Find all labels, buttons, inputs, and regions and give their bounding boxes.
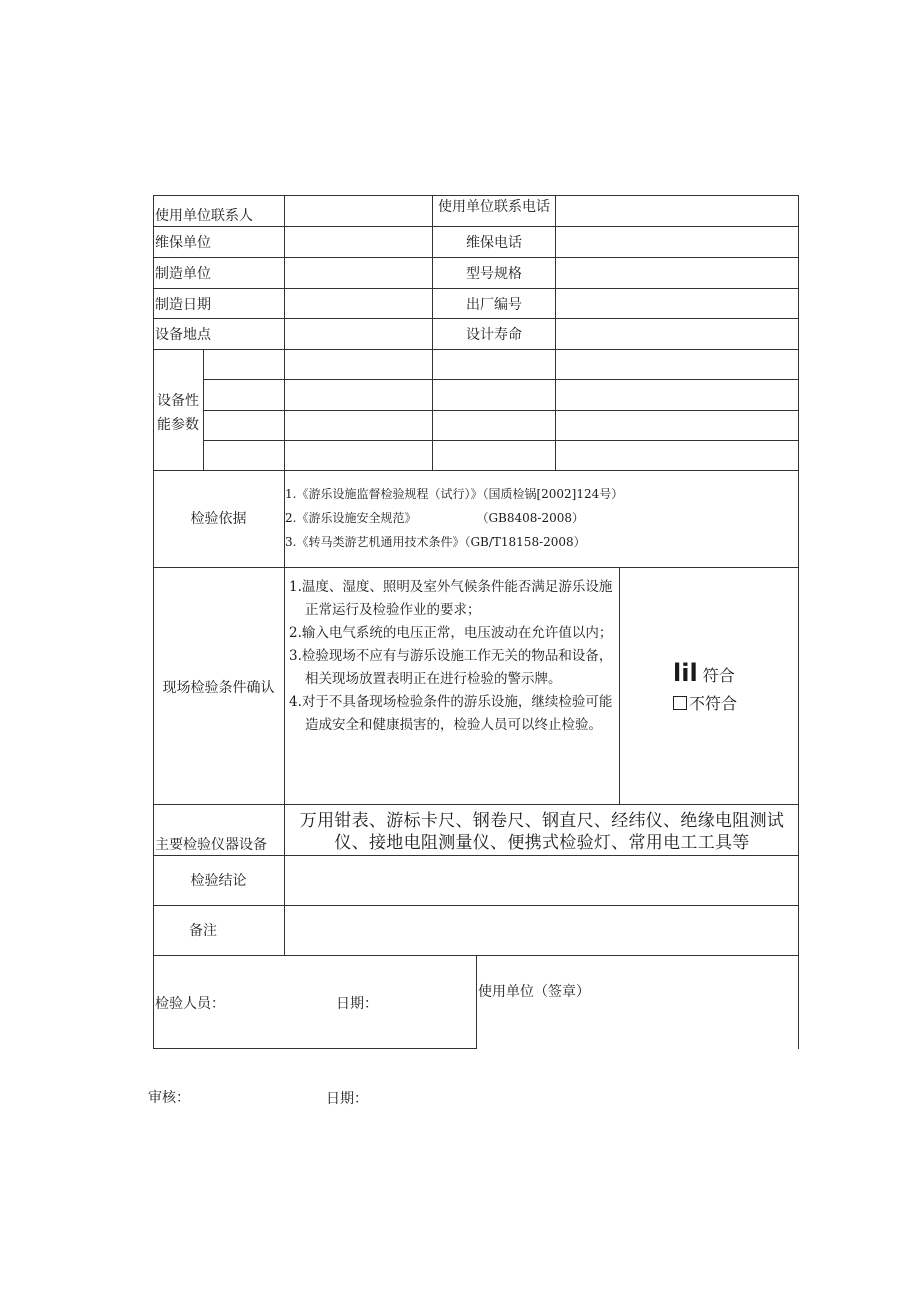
basis-item-3: 3.《转马类游艺机通用技术条件》（GB/T18158-2008）: [285, 535, 586, 549]
contact-phone-field[interactable]: [556, 196, 798, 226]
design-life-label: 设计寿命: [466, 327, 522, 343]
contact-person-label: 使用单位联系人: [155, 208, 253, 224]
performance-params-label-line2: 能参数: [157, 417, 199, 433]
design-life-field[interactable]: [556, 319, 798, 349]
basis-item-1: 1.《游乐设施监督检验规程（试行）》（国质检锅[2002]124号）: [285, 487, 624, 501]
model-spec-label: 型号规格: [466, 266, 522, 282]
equipment-label: 主要检验仪器设备: [155, 837, 267, 853]
maintenance-phone-label: 维保电话: [466, 235, 522, 251]
option-nonconform-label: 不符合: [689, 694, 738, 713]
model-spec-field[interactable]: [556, 258, 798, 288]
condition-item-3: 3.检验现场不应有与游乐设施工作无关的物品和设备，相关现场放置表明正在进行检验的警示牌。: [289, 648, 613, 687]
review-date-label: 日期：: [326, 1091, 368, 1107]
condition-item-2: 2.输入电气系统的电压正常，电压波动在允许值以内；: [289, 625, 613, 641]
manufacturer-field[interactable]: [285, 258, 432, 288]
conform-options: [673, 659, 737, 718]
contact-phone-label-cell: [433, 196, 555, 226]
option-conform-label: 符合: [702, 666, 735, 685]
maintenance-phone-field[interactable]: [556, 227, 798, 257]
inspector-label: 检验人员：: [155, 996, 225, 1012]
performance-params-grid[interactable]: [204, 350, 798, 470]
maintenance-unit-label: 维保单位: [155, 235, 211, 251]
serial-number-label: 出厂编号: [466, 297, 522, 313]
manufacture-date-label: 制造日期: [155, 297, 211, 313]
equipment-text: 万用钳表、游标卡尺、钢卷尺、钢直尺、经纬仪、绝缘电阻测试仪、接地电阻测量仪、便携式检验灯、常用电工工具等: [299, 811, 785, 853]
conclusion-label: 检验结论: [190, 873, 247, 889]
site-conditions-list: [284, 576, 616, 737]
user-unit-seal-label: 使用单位（签章）: [478, 984, 590, 1000]
manufacturer-label: 制造单位: [155, 266, 211, 282]
condition-item-4: 4.对于不具备现场检验条件的游乐设施，继续检验可能造成安全和健康损害的，检验人员可以终止检验。: [289, 694, 613, 733]
option-nonconform[interactable]: [673, 690, 737, 718]
remarks-field[interactable]: [285, 906, 798, 955]
checkbox-empty-icon: [673, 696, 687, 710]
performance-params-label-line1: 设备性: [157, 393, 199, 409]
equipment-location-label: 设备地点: [155, 327, 211, 343]
site-conditions-label: 现场检验条件确认: [162, 680, 275, 696]
equipment-location-field[interactable]: [285, 319, 432, 349]
performance-params-label: [157, 389, 199, 437]
contact-person-field[interactable]: [285, 196, 432, 226]
review-label: 审核：: [148, 1090, 190, 1106]
option-conform[interactable]: [673, 659, 737, 690]
conclusion-field[interactable]: [285, 856, 798, 905]
checked-mark-icon: lil: [673, 659, 698, 687]
condition-item-1: 1.温度、湿度、照明及室外气候条件能否满足游乐设施正常运行及检验作业的要求；: [289, 579, 613, 618]
basis-item-2: 2.《游乐设施安全规范》 （GB8408-2008）: [285, 511, 584, 525]
inspection-date-label: 日期：: [336, 996, 378, 1012]
serial-number-field[interactable]: [556, 289, 798, 318]
remarks-label: 备注: [189, 923, 217, 939]
inspection-basis-label: 检验依据: [190, 511, 247, 527]
contact-phone-label: 使用单位联系电话: [438, 199, 550, 215]
manufacture-date-field[interactable]: [285, 289, 432, 318]
maintenance-unit-field[interactable]: [285, 227, 432, 257]
